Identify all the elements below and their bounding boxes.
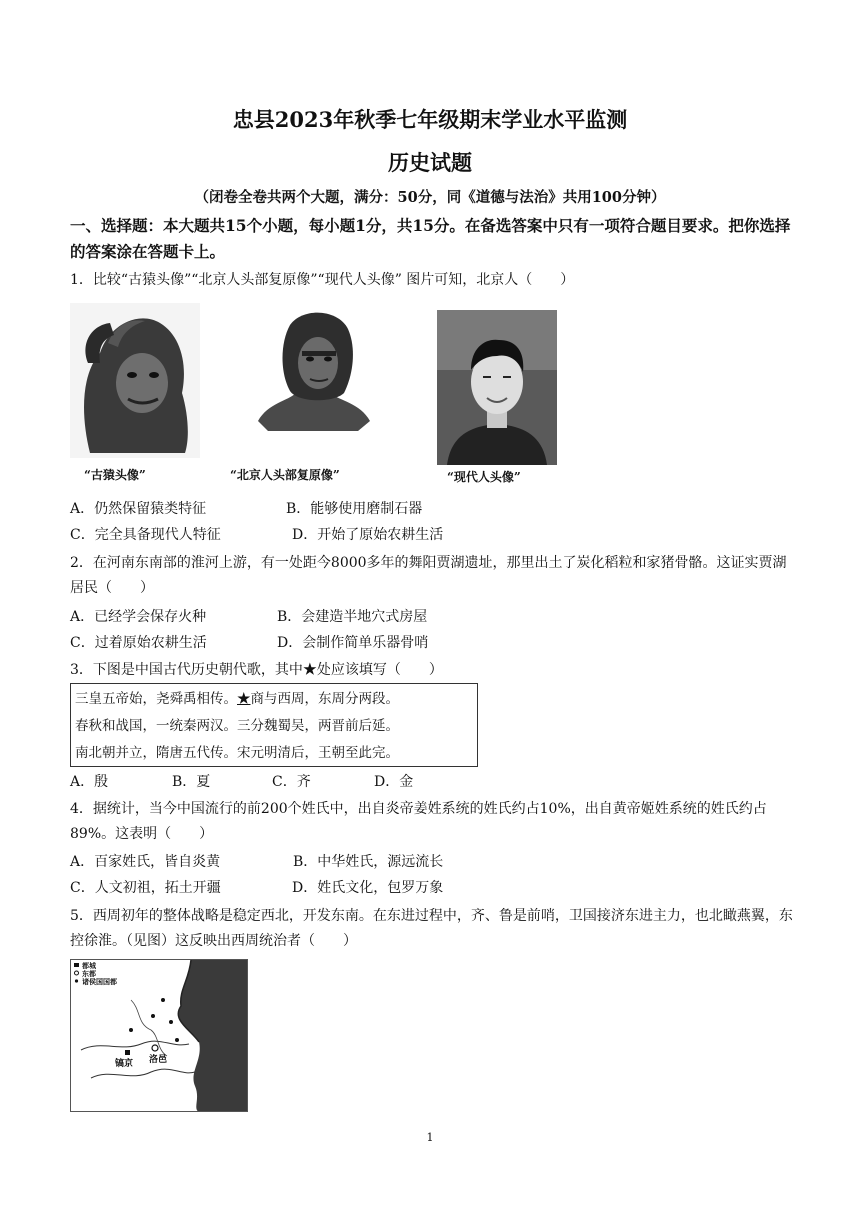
page-number: 1	[426, 1131, 434, 1144]
question-3-stem: 3．下图是中国古代历史朝代歌，其中★处应该填写（ ）	[70, 662, 443, 678]
caption-modern-human: “现代人头像”	[447, 470, 521, 484]
question-1-stem: 1．比较“古猿头像”“北京人头部复原像”“现代人头像” 图片可知，北京人（ ）	[70, 272, 575, 288]
question-5-stem: 5．西周初年的整体战略是稳定西北，开发东南。在东进过程中，齐、鲁是前哨，卫国接济东进主力，也北瞰燕翼，东控徐淮。（见图）这反映出西周统治者（ ）	[70, 908, 793, 949]
q1-option-b: B．能够使用磨制石器	[286, 501, 423, 517]
subject-title: 历史试题	[388, 150, 472, 175]
q2-option-c: C．过着原始农耕生活	[70, 635, 207, 651]
q2-option-d: D．会制作简单乐器骨哨	[277, 635, 429, 651]
q1-option-c: C．完全具备现代人特征	[70, 527, 221, 543]
peking-man-head-image	[248, 303, 378, 458]
poem-line-3: 南北朝并立，隋唐五代传。宋元明清后，王朝至此完。	[75, 745, 399, 761]
section-heading: 一、选择题：本大题共15个小题，每小题1分，共15分。在备选答案中只有一项符合题目要求。把你选择的答案涂在答题卡上。	[70, 216, 791, 261]
q1-option-a: A．仍然保留猿类特征	[70, 501, 207, 517]
western-zhou-map	[70, 959, 248, 1112]
question-4-stem: 4．据统计，当今中国流行的前200个姓氏中，出自炎帝姜姓系统的姓氏约占10%，出自黄帝姬姓系统的姓氏约占89%。这表明（ ）	[70, 801, 767, 842]
exam-note: （闭卷全卷共两个大题，满分：50分，同《道德与法治》共用100分钟）	[194, 189, 666, 206]
dynasty-song-box	[70, 683, 478, 767]
map-label-haojing: 镐京	[115, 1059, 134, 1069]
poem-line-1	[75, 686, 473, 713]
q4-option-b: B．中华姓氏，源远流长	[293, 854, 444, 870]
map-legend-vassal-capital: 诸侯国国都	[82, 977, 117, 986]
poem-line-1-start: 三皇五帝始，尧舜禹相传。	[75, 691, 237, 707]
q2-option-b: B．会建造半地穴式房屋	[277, 609, 428, 625]
map-label-luoyi: 洛邑	[149, 1055, 168, 1065]
q4-option-a: A．百家姓氏，皆自炎黄	[70, 854, 221, 870]
map-legend-capital: 都城	[82, 961, 96, 970]
star-blank: ★	[237, 691, 251, 707]
q4-option-c: C．人文初祖，拓土开疆	[70, 880, 221, 896]
question-2-stem: 2．在河南东南部的淮河上游，有一处距今8000多年的舞阳贾湖遗址，那里出土了炭化稻粒和家猪骨骼。这证实贾湖居民（ ）	[70, 555, 787, 596]
q2-option-a: A．已经学会保存火种	[70, 609, 207, 625]
caption-ape-head: “古猿头像”	[84, 468, 146, 482]
q3-option-c: C．齐	[272, 774, 311, 790]
map-legend-eastern-capital: 东都	[82, 969, 96, 978]
poem-line-1-end: 商与西周，东周分两段。	[250, 691, 399, 707]
caption-peking-man: “北京人头部复原像”	[230, 468, 340, 482]
q3-option-d: D．金	[374, 774, 414, 790]
ape-head-image	[70, 303, 200, 458]
poem-line-2: 春秋和战国，一统秦两汉。三分魏蜀吴，两晋前后延。	[75, 718, 399, 734]
q3-option-a: A．殷	[70, 774, 109, 790]
q3-option-b: B．夏	[172, 774, 211, 790]
q4-option-d: D．姓氏文化，包罗万象	[292, 880, 444, 896]
q1-option-d: D．开始了原始农耕生活	[292, 527, 444, 543]
exam-title: 忠县2023年秋季七年级期末学业水平监测	[232, 107, 628, 132]
modern-human-head-image	[437, 310, 557, 465]
